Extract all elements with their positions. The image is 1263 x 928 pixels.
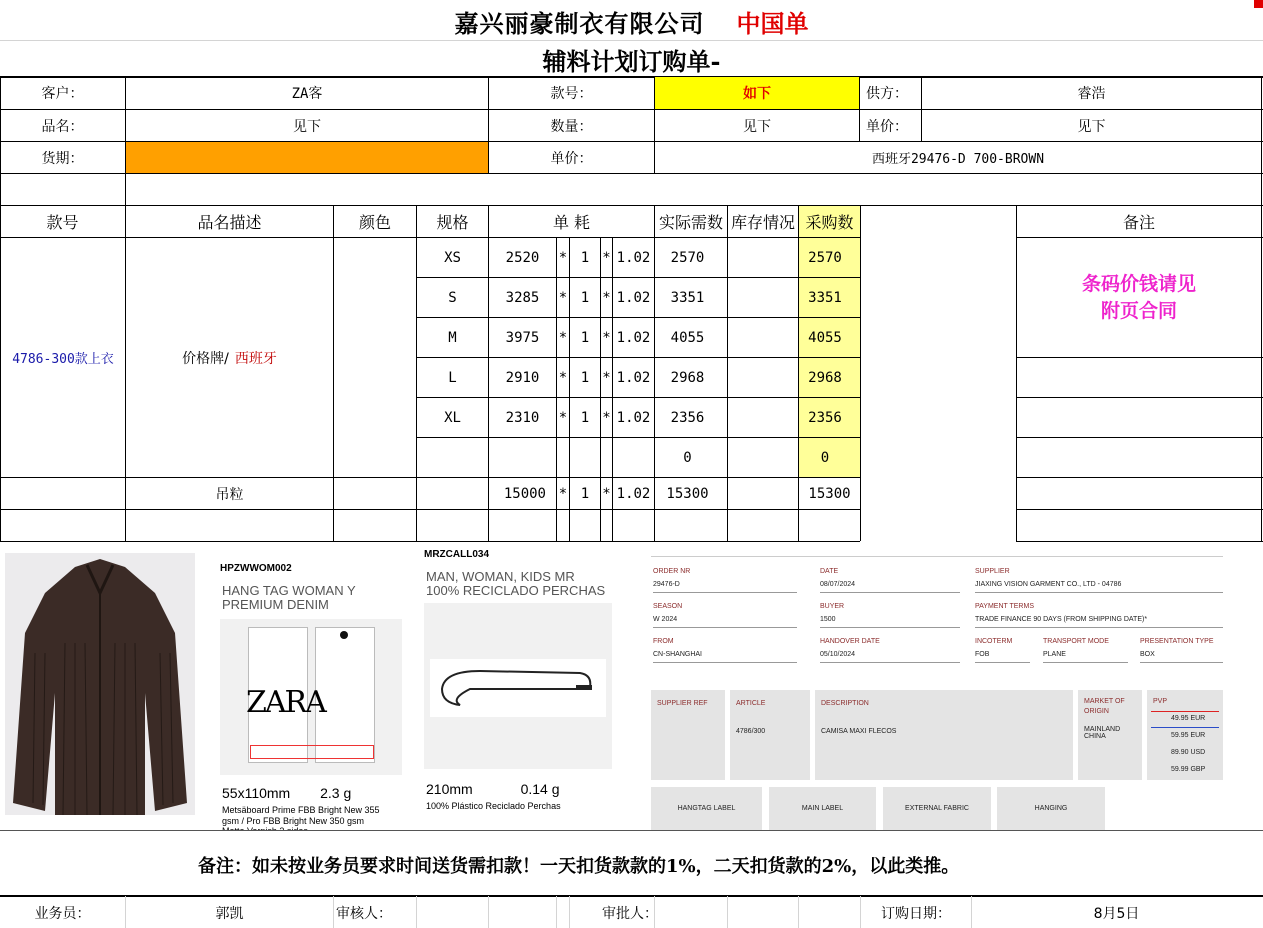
hanger-card (418, 545, 620, 830)
hangtag-label-box (651, 787, 762, 830)
remark-text-1: 条码价钱请见 (1081, 272, 1196, 295)
article-box (730, 690, 810, 780)
customer-label: 客户： (41, 86, 84, 102)
unit-price-value: 见下 (1077, 118, 1106, 135)
qty-value: 见下 (743, 118, 771, 135)
row-f2: 1.02 (616, 289, 651, 306)
desc-country: 西班牙 (234, 350, 277, 367)
order-date-value: 8月5日 (1093, 905, 1140, 922)
row-x2: * (602, 289, 611, 306)
customer-value: ZA客 (291, 86, 323, 102)
supplier-zara: JIAXING VISION GARMENT CO., LTD - 04786 (975, 581, 1122, 588)
remark-cell (1017, 238, 1261, 357)
price-eur-2: 59.95 EUR (1171, 732, 1206, 739)
hanger-x1: * (558, 485, 568, 502)
external-fabric-text: EXTERNAL FABRIC (905, 805, 969, 812)
row-actual: 2570 (670, 249, 705, 266)
row-size: L (448, 369, 457, 386)
hanger-loop-icon (430, 659, 606, 717)
header-purchase: 采购数 (805, 213, 854, 232)
row-purchase: 2968 (808, 369, 842, 386)
row-x1: * (558, 369, 568, 386)
hanger-spec: 100% Plástico Reciclado Perchas (426, 801, 561, 811)
row-qty: 3285 (505, 289, 540, 306)
row-actual: 2968 (670, 369, 705, 386)
incoterm: FOB (975, 651, 990, 658)
row-x2: * (602, 369, 611, 386)
order-type: 中国单 (736, 8, 809, 38)
desc-prefix: 价格牌/ (182, 350, 229, 367)
supplier-label: 供方： (866, 86, 908, 102)
row-x1: * (558, 249, 568, 266)
row-qty: 2910 (505, 369, 540, 386)
description-label: DESCRIPTION (821, 700, 869, 707)
hanger-desc: 吊粒 (215, 486, 244, 503)
hangtag-title-2: PREMIUM DENIM (222, 597, 329, 612)
buyer-label: BUYER (820, 603, 845, 610)
hangtag-spec-1: Metsäboard Prime FBB Bright New 355 (222, 805, 380, 815)
row-actual: 0 (683, 449, 692, 466)
row-qty: 3975 (505, 329, 540, 346)
style-value: 4786-300款上衣 (12, 352, 114, 367)
hanger-f1: 1 (580, 485, 590, 502)
payment: TRADE FINANCE 90 DAYS (FROM SHIPPING DATE)* (975, 616, 1148, 623)
hanger-code: MRZCALL034 (424, 549, 490, 560)
reviewer-label: 审核人： (336, 905, 392, 922)
hangtag-code: HPZWWOM002 (220, 563, 292, 574)
style-no-label: 款号： (550, 86, 593, 102)
hangtag-size (222, 785, 351, 801)
note-text: 备注：如未按业务员要求时间送货需扣款！一天扣货款款的1%，二天扣货款的2%，以此类推。 (198, 856, 960, 877)
hanger-title-1: MAN, WOMAN, KIDS MR (426, 569, 575, 584)
row-x1: * (558, 289, 568, 306)
market-label-2: ORIGIN (1084, 708, 1109, 715)
zara-logo: ZARA (246, 685, 325, 720)
hanging-box (997, 787, 1105, 830)
hanger-qty: 15000 (503, 485, 546, 502)
main-label-text: MAIN LABEL (801, 805, 844, 812)
qty-label: 数量： (550, 118, 593, 135)
product-label: 品名： (41, 118, 84, 135)
header-actual: 实际需数 (658, 213, 723, 232)
from-label: FROM (653, 638, 674, 645)
order-nr: 29476-D (653, 581, 680, 588)
season-label: SEASON (653, 603, 683, 610)
supplier-ref-label: SUPPLIER REF (657, 700, 708, 707)
row-purchase: 2356 (808, 409, 842, 426)
unit-price2-value: 西班牙29476-D 700-BROWN (871, 152, 1045, 167)
product-value: 见下 (293, 118, 321, 135)
description: CAMISA MAXI FLECOS (821, 728, 897, 735)
delivery-label: 货期： (41, 150, 84, 167)
price-gbp: 59.99 GBP (1171, 766, 1206, 773)
row-f1: 1 (580, 369, 590, 386)
row-purchase: 3351 (808, 289, 842, 306)
hangtag-image (220, 619, 402, 775)
desc-cell (126, 238, 333, 477)
hangtag-title-1: HANG TAG WOMAN Y (222, 583, 356, 598)
handover: 05/10/2024 (820, 651, 856, 658)
style-cell (1, 238, 125, 477)
transport: PLANE (1043, 651, 1066, 658)
hangtag-spec-2: gsm / Pro FBB Bright New 350 gsm (222, 816, 365, 826)
season: W 2024 (653, 616, 678, 623)
market-box (1078, 690, 1142, 780)
row-f1: 1 (580, 409, 590, 426)
date-label: DATE (820, 568, 839, 575)
row-purchase: 2570 (808, 249, 842, 266)
sales-label: 业务员： (34, 905, 91, 922)
row-f2: 1.02 (616, 329, 651, 346)
row-x2: * (602, 329, 611, 346)
date: 08/07/2024 (820, 581, 856, 588)
row-purchase: 0 (820, 449, 830, 466)
handover-label: HANDOVER DATE (820, 638, 880, 645)
zara-order-sheet (645, 548, 1230, 830)
external-fabric-box (883, 787, 991, 830)
row-f2: 1.02 (616, 409, 651, 426)
row-x2: * (602, 249, 611, 266)
row-f1: 1 (580, 289, 590, 306)
transport-label: TRANSPORT MODE (1043, 638, 1109, 645)
shirt-icon (5, 553, 195, 815)
hanger-size-value: 210mm (426, 781, 473, 797)
hangtag-size-value: 55x110mm (222, 785, 291, 801)
header-color: 颜色 (358, 213, 391, 232)
market: MAINLAND CHINA (1084, 726, 1121, 740)
hanger-title-2: 100% RECICLADO PERCHAS (426, 583, 606, 598)
row-purchase: 4055 (808, 329, 842, 346)
price-usd: 89.90 USD (1171, 749, 1206, 756)
price-eur-1: 49.95 EUR (1171, 715, 1206, 722)
pvp-box (1147, 690, 1223, 780)
hanger-actual: 15300 (666, 485, 709, 502)
row-actual: 2356 (670, 409, 705, 426)
company-title (0, 2, 1263, 40)
row-size: S (448, 289, 457, 306)
hanger-purchase: 15300 (808, 485, 851, 502)
remark-text-2: 附页合同 (1100, 299, 1177, 322)
supplier-value: 睿浩 (1077, 86, 1106, 102)
supplier-label-zara: SUPPLIER (975, 568, 1010, 575)
header-desc: 品名描述 (197, 213, 262, 232)
order-nr-label: ORDER NR (653, 568, 691, 575)
sales-value: 郭凯 (215, 905, 244, 922)
header-consumption: 单 耗 (552, 213, 591, 232)
row-qty: 2310 (505, 409, 540, 426)
presentation-label: PRESENTATION TYPE (1140, 638, 1214, 645)
blank-overlay (861, 206, 1015, 542)
article: 4786/300 (736, 728, 766, 735)
row-actual: 4055 (670, 329, 705, 346)
garment-photo (5, 553, 195, 815)
row-actual: 3351 (670, 289, 705, 306)
hangtag-card (210, 553, 410, 833)
presentation: BOX (1140, 651, 1155, 658)
supplier-ref-box (651, 690, 725, 780)
unit-price2-label: 单价： (550, 150, 593, 167)
row-x1: * (558, 409, 568, 426)
hangtag-weight: 2.3 g (320, 785, 352, 801)
company-name: 嘉兴丽豪制衣有限公司 (454, 8, 705, 38)
hanger-x2: * (602, 485, 611, 502)
approver-label: 审批人： (602, 905, 658, 922)
market-label-1: MARKET OF (1084, 698, 1125, 705)
order-date-label: 订购日期： (881, 905, 951, 922)
row-f1: 1 (580, 249, 590, 266)
row-size: XS (444, 249, 461, 266)
corner-marker (1254, 0, 1263, 8)
hanger-image (424, 603, 612, 769)
hanger-size (426, 781, 560, 797)
row-qty: 2520 (505, 249, 540, 266)
delivery-value (126, 142, 488, 173)
header-stock: 库存情况 (730, 213, 795, 232)
row-f1: 1 (580, 329, 590, 346)
row-f2: 1.02 (616, 369, 651, 386)
unit-price-label: 单价： (866, 118, 908, 135)
row-x2: * (602, 409, 611, 426)
header-style: 款号 (46, 213, 79, 232)
form-title: 辅料计划订购单- (542, 46, 721, 76)
row-x1: * (558, 329, 568, 346)
main-label-box (769, 787, 876, 830)
hanger-f2: 1.02 (616, 485, 651, 502)
row-size: XL (444, 409, 461, 426)
header-size: 规格 (436, 213, 469, 232)
tag-hole-icon (340, 631, 348, 639)
incoterm-label: INCOTERM (975, 638, 1013, 645)
hanging-text: HANGING (1034, 805, 1068, 812)
hanger-weight: 0.14 g (520, 781, 560, 797)
description-box (815, 690, 1073, 780)
hangtag-label-text: HANGTAG LABEL (677, 805, 736, 812)
payment-label: PAYMENT TERMS (975, 603, 1034, 610)
row-f2: 1.02 (616, 249, 651, 266)
from: CN-SHANGHAI (653, 651, 703, 658)
buyer: 1500 (820, 616, 836, 623)
article-label: ARTICLE (736, 700, 766, 707)
pvp-label: PVP (1153, 698, 1168, 705)
row-size: M (448, 329, 457, 346)
header-remark: 备注 (1122, 213, 1155, 232)
style-no-value: 如下 (655, 77, 859, 109)
